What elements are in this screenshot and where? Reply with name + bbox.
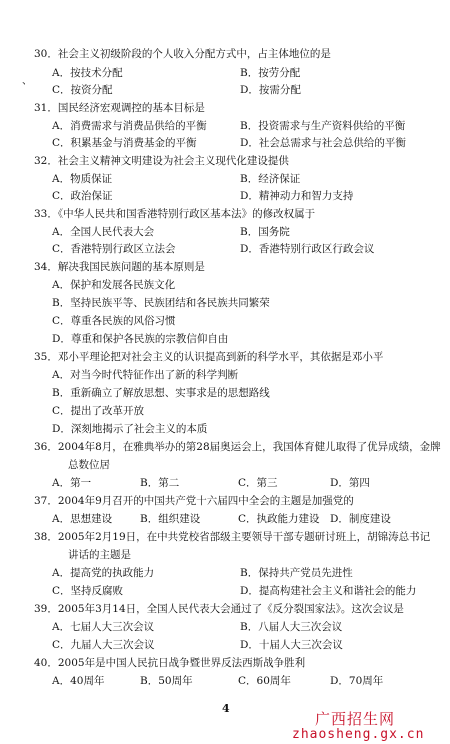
q30-option-d: D．按需分配 <box>240 84 301 96</box>
q32-option-b: B．经济保证 <box>240 173 301 185</box>
question-40-stem: 40．2005年是中国人民抗日战争暨世界反法西斯战争胜利 <box>34 657 306 669</box>
question-39-stem: 39．2005年3月14日，全国人民代表大会通过了《反分裂国家法》。这次会议是 <box>34 603 404 615</box>
q35-option-b: B．重新确立了解放思想、实事求是的思想路线 <box>52 387 270 399</box>
q31-option-c: C．积累基金与消费基金的平衡 <box>52 137 197 149</box>
page-number: 4 <box>222 702 230 715</box>
q38-option-c: C．坚持反腐败 <box>52 585 124 597</box>
q30-option-c: C．按资分配 <box>52 84 113 96</box>
q35-option-a: A．对当今时代特征作出了新的科学判断 <box>52 369 239 381</box>
question-36-stem-cont: 总数位居 <box>68 459 110 471</box>
q39-option-c: C．九届人大三次会议 <box>52 639 155 651</box>
q36-option-a: A．第一 <box>52 477 92 489</box>
q36-option-d: D．第四 <box>330 477 370 489</box>
q36-option-c: C．第三 <box>238 477 278 489</box>
q33-option-d: D．香港特别行政区行政会议 <box>240 243 375 255</box>
q37-option-c: C．执政能力建设 <box>238 513 320 525</box>
question-35-stem: 35．邓小平理论把对社会主义的认识提高到新的科学水平，其依据是邓小平 <box>34 351 384 363</box>
q39-option-d: D．十届人大三次会议 <box>240 639 343 651</box>
q35-option-c: C．提出了改革开放 <box>52 405 145 417</box>
q40-option-c: C．60周年 <box>238 675 291 687</box>
question-34-stem: 34．解决我国民族问题的基本原则是 <box>34 261 205 273</box>
q30-option-b: B．按劳分配 <box>240 67 301 79</box>
pen-mark: 、 <box>22 76 32 87</box>
q34-option-b: B．坚持民族平等、民族团结和各民族共同繁荣 <box>52 297 270 309</box>
q38-option-a: A．提高党的执政能力 <box>52 567 155 579</box>
q40-option-b: B．50周年 <box>140 675 193 687</box>
q32-option-c: C．政治保证 <box>52 190 113 202</box>
q37-option-d: D．制度建设 <box>330 513 391 525</box>
q33-option-b: B．国务院 <box>240 226 290 238</box>
q32-option-a: A．物质保证 <box>52 173 113 185</box>
question-31-stem: 31．国民经济宏观调控的基本目标是 <box>34 102 205 114</box>
q37-option-b: B．组织建设 <box>140 513 201 525</box>
question-33-stem: 33．《中华人民共和国香港特别行政区基本法》的修改权属于 <box>34 208 316 220</box>
question-30-stem: 30．社会主义初级阶段的个人收入分配方式中，占主体地位的是 <box>34 48 331 60</box>
question-36-stem: 36．2004年8月，在雅典举办的第28届奥运会上，我国体育健儿取得了优异成绩，金牌 <box>34 441 441 453</box>
q32-option-d: D．精神动力和智力支持 <box>240 190 354 202</box>
question-38-stem: 38．2005年2月19日，在中共党校省部级主要领导干部专题研讨班上，胡锦涛总书记 <box>34 531 431 543</box>
q30-option-a: A．按技术分配 <box>52 67 123 79</box>
q31-option-d: D．社会总需求与社会总供给的平衡 <box>240 137 406 149</box>
q38-option-d: D．提高构建社会主义和谐社会的能力 <box>240 585 417 597</box>
q34-option-c: C．尊重各民族的风俗习惯 <box>52 315 176 327</box>
q31-option-b: B．投资需求与生产资料供给的平衡 <box>240 120 406 132</box>
q34-option-a: A．保护和发展各民族文化 <box>52 279 176 291</box>
q33-option-c: C．香港特别行政区立法会 <box>52 243 176 255</box>
q35-option-d: D．深刻地揭示了社会主义的本质 <box>52 423 208 435</box>
q37-option-a: A．思想建设 <box>52 513 113 525</box>
question-38-stem-cont: 讲话的主题是 <box>68 549 131 561</box>
q39-option-b: B．八届人大三次会议 <box>240 621 343 633</box>
q39-option-a: A．七届人大三次会议 <box>52 621 155 633</box>
q40-option-a: A．40周年 <box>52 675 105 687</box>
q38-option-b: B．保持共产党员先进性 <box>240 567 353 579</box>
question-37-stem: 37．2004年9月召开的中国共产党十六届四中全会的主题是加强党的 <box>34 495 354 507</box>
q36-option-b: B．第二 <box>140 477 180 489</box>
q31-option-a: A．消费需求与消费品供给的平衡 <box>52 120 207 132</box>
q34-option-d: D．尊重和保护各民族的宗教信仰自由 <box>52 333 229 345</box>
q40-option-d: D．70周年 <box>330 675 384 687</box>
watermark-url: zhaosheng.gx.cn <box>292 727 425 742</box>
q33-option-a: A．全国人民代表大会 <box>52 226 155 238</box>
watermark-site-name: 广西招生网 <box>315 710 396 728</box>
question-32-stem: 32．社会主义精神文明建设为社会主义现代化建设提供 <box>34 155 289 167</box>
